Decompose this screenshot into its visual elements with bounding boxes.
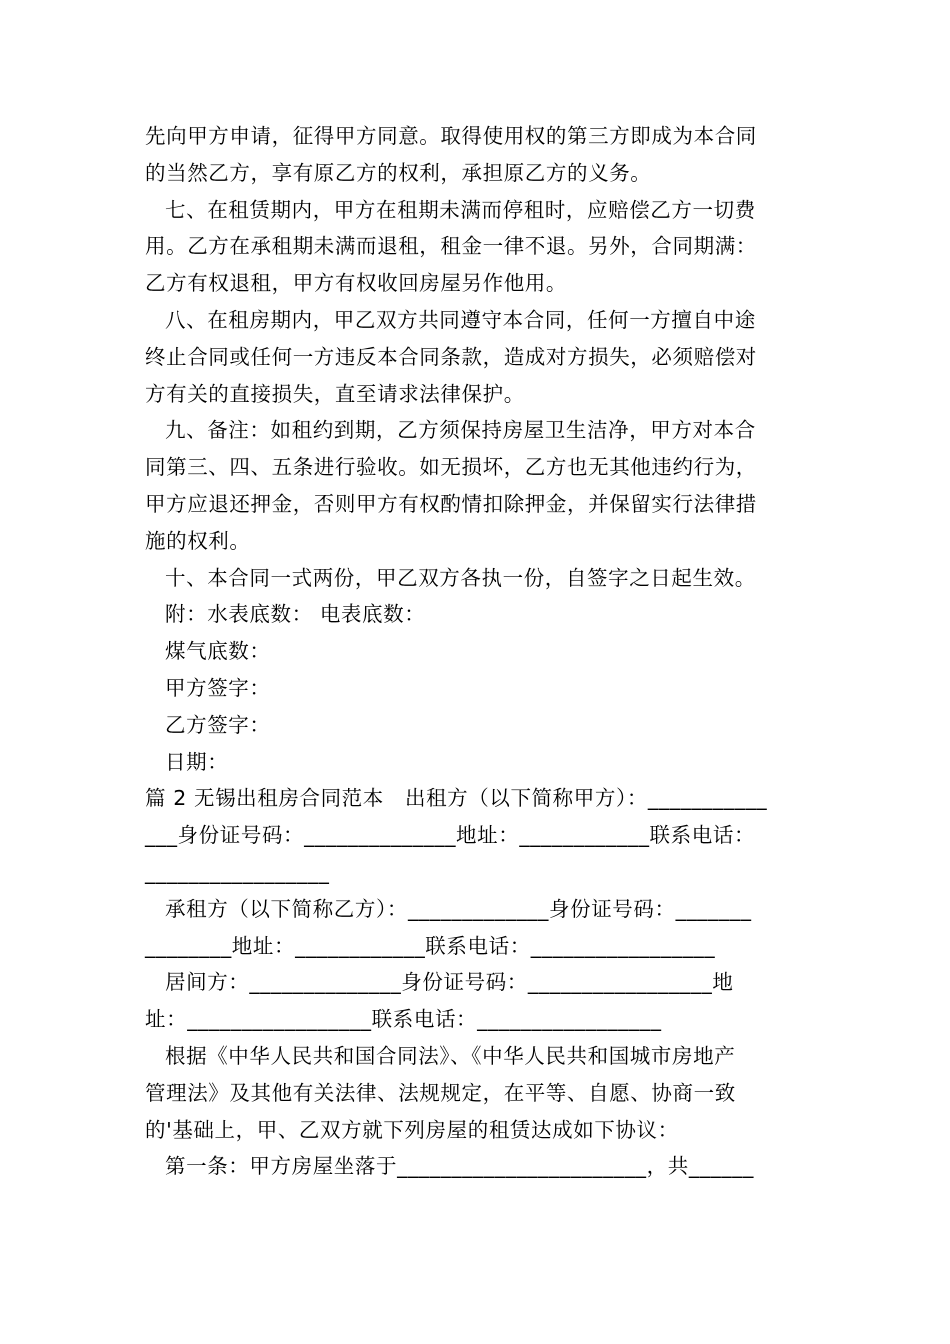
text-line: 的当然乙方，享有原乙方的权利，承担原乙方的义务。 xyxy=(145,160,652,185)
lessee-info: 承租方（以下简称乙方）：_____________身份证号码：_______ xyxy=(165,896,752,921)
clause-eight: 八、在租房期内，甲乙双方共同遵守本合同，任何一方擅自中途 xyxy=(165,307,756,332)
text-line: ________地址：____________联系电话：_________________ xyxy=(145,933,716,958)
section-two-heading: 篇 2 无锡出租房合同范本 出租方（以下简称甲方）：___________ xyxy=(145,786,768,811)
party-b-signature: 乙方签字： xyxy=(165,712,271,737)
text-line: ___身份证号码：______________地址：____________联系电话： xyxy=(145,823,756,848)
intermediary-info: 居间方：______________身份证号码：_________________地 xyxy=(165,970,734,995)
clause-ten: 十、本合同一式两份，甲乙双方各执一份，自签字之日起生效。 xyxy=(165,565,756,590)
text-line: 方有关的直接损失，直至请求法律保护。 xyxy=(145,381,525,406)
text-line: 乙方有权退租，甲方有权收回房屋另作他用。 xyxy=(145,271,567,296)
text-line: 管理法》及其他有关法律、法规规定，在平等、自愿、协商一致 xyxy=(145,1080,736,1105)
text-line: _________________ xyxy=(145,859,330,884)
clause-seven: 七、在租赁期内，甲方在租期未满而停租时，应赔偿乙方一切费 xyxy=(165,197,756,222)
text-line: 址：_________________联系电话：_________________ xyxy=(145,1007,662,1032)
text-line: 同第三、四、五条进行验收。如无损坏，乙方也无其他违约行为， xyxy=(145,455,757,480)
clause-nine: 九、备注：如租约到期，乙方须保持房屋卫生洁净，甲方对本合 xyxy=(165,418,756,443)
text-line: 甲方应退还押金，否则甲方有权酌情扣除押金，并保留实行法律措 xyxy=(145,491,757,516)
legal-basis: 根据《中华人民共和国合同法》、《中华人民共和国城市房地产 xyxy=(165,1043,736,1068)
date-line: 日期： xyxy=(165,749,229,774)
text-line: 终止合同或任何一方违反本合同条款，造成对方损失，必须赔偿对 xyxy=(145,344,757,369)
gas-reading: 煤气底数： xyxy=(165,639,271,664)
text-line: 先向甲方申请，征得甲方同意。取得使用权的第三方即成为本合同 xyxy=(145,124,757,148)
party-a-signature: 甲方签字： xyxy=(165,675,271,700)
text-line: 的'基础上，甲、乙双方就下列房屋的租赁达成如下协议： xyxy=(145,1117,679,1142)
text-line: 用。乙方在承租期未满而退租，租金一律不退。另外，合同期满： xyxy=(145,234,757,259)
article-one: 第一条：甲方房屋坐落于_______________________，共______ xyxy=(165,1154,754,1179)
text-line: 施的权利。 xyxy=(145,528,251,553)
contract-text xyxy=(145,118,809,1185)
meter-readings: 附：水表底数： 电表底数： xyxy=(165,602,426,627)
